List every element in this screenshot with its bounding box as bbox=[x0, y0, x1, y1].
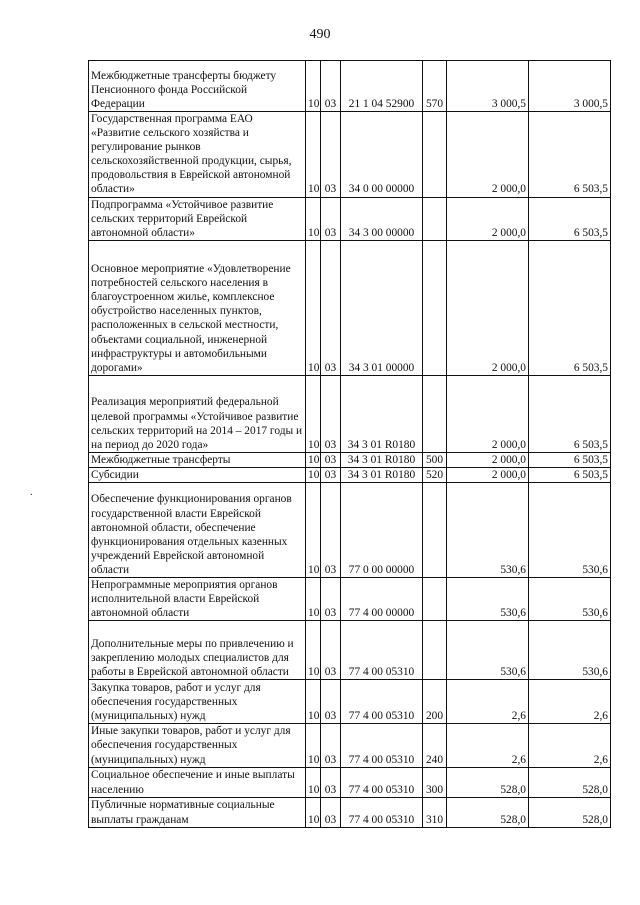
row-vr bbox=[423, 197, 447, 240]
row-vr bbox=[423, 240, 447, 375]
row-sum-1: 528,0 bbox=[447, 767, 529, 797]
row-name: Закупка товаров, работ и услуг для обеспечения государственных (муниципальных) нужд bbox=[89, 680, 306, 724]
row-rz: 10 bbox=[306, 724, 321, 767]
row-vr: 570 bbox=[423, 61, 447, 112]
row-name: Основное мероприятие «Удовлетворение потребностей сельского населения в благоустроенном жилье, комплексное обустройство населенных пунктов, расположенных в сельской местности, объектами социальной, инженерной инфраструктуры и автомобильными дорогами» bbox=[89, 240, 306, 375]
row-rz: 10 bbox=[306, 112, 321, 198]
row-vr: 500 bbox=[423, 452, 447, 467]
margin-mark: . bbox=[30, 487, 33, 498]
row-csr: 77 4 00 05310 bbox=[341, 680, 423, 724]
row-pr: 03 bbox=[321, 797, 341, 827]
row-name: Межбюджетные трансферты бюджету Пенсионного фонда Российской Федерации bbox=[89, 61, 306, 112]
table-row bbox=[89, 452, 611, 467]
row-pr: 03 bbox=[321, 375, 341, 452]
row-rz: 10 bbox=[306, 61, 321, 112]
row-sum-2: 6 503,5 bbox=[529, 240, 611, 375]
row-vr: 520 bbox=[423, 467, 447, 482]
row-csr: 34 3 00 00000 bbox=[341, 197, 423, 240]
row-sum-2: 6 503,5 bbox=[529, 112, 611, 198]
row-rz: 10 bbox=[306, 467, 321, 482]
row-sum-1: 2 000,0 bbox=[447, 452, 529, 467]
row-vr: 240 bbox=[423, 724, 447, 767]
table-row bbox=[89, 578, 611, 621]
table-row bbox=[89, 797, 611, 827]
row-sum-1: 3 000,5 bbox=[447, 61, 529, 112]
row-pr: 03 bbox=[321, 197, 341, 240]
table-row bbox=[89, 112, 611, 198]
row-sum-2: 2,6 bbox=[529, 724, 611, 767]
row-pr: 03 bbox=[321, 621, 341, 680]
row-rz: 10 bbox=[306, 621, 321, 680]
row-rz: 10 bbox=[306, 578, 321, 621]
table-row bbox=[89, 197, 611, 240]
row-csr: 34 3 01 R0180 bbox=[341, 375, 423, 452]
row-sum-1: 530,6 bbox=[447, 621, 529, 680]
row-pr: 03 bbox=[321, 240, 341, 375]
row-name: Непрограммные мероприятия органов исполнительной власти Еврейской автономной области bbox=[89, 578, 306, 621]
row-vr bbox=[423, 578, 447, 621]
row-name: Иные закупки товаров, работ и услуг для обеспечения государственных (муниципальных) нужд bbox=[89, 724, 306, 767]
row-pr: 03 bbox=[321, 467, 341, 482]
row-rz: 10 bbox=[306, 680, 321, 724]
row-name: Субсидии bbox=[89, 467, 306, 482]
table-row bbox=[89, 61, 611, 112]
row-csr: 34 3 01 R0180 bbox=[341, 467, 423, 482]
row-vr: 310 bbox=[423, 797, 447, 827]
row-csr: 77 4 00 05310 bbox=[341, 797, 423, 827]
row-vr: 200 bbox=[423, 680, 447, 724]
row-name: Государственная программа ЕАО «Развитие сельского хозяйства и регулирование рынков сельскохозяйственной продукции, сырья, продовольствия в Еврейской автономной области» bbox=[89, 112, 306, 198]
row-pr: 03 bbox=[321, 578, 341, 621]
row-sum-1: 2 000,0 bbox=[447, 375, 529, 452]
table-row bbox=[89, 767, 611, 797]
row-pr: 03 bbox=[321, 61, 341, 112]
row-vr: 300 bbox=[423, 767, 447, 797]
row-sum-2: 530,6 bbox=[529, 621, 611, 680]
row-sum-2: 528,0 bbox=[529, 797, 611, 827]
row-pr: 03 bbox=[321, 724, 341, 767]
row-name: Подпрограмма «Устойчивое развитие сельских территорий Еврейской автономной области» bbox=[89, 197, 306, 240]
row-sum-2: 528,0 bbox=[529, 767, 611, 797]
row-name: Обеспечение функционирования органов государственной власти Еврейской автономной области, обеспечение функционирования отдельных казенных учреждений Еврейской автономной области bbox=[89, 483, 306, 578]
table-row bbox=[89, 724, 611, 767]
table-row bbox=[89, 375, 611, 452]
row-sum-2: 530,6 bbox=[529, 578, 611, 621]
row-pr: 03 bbox=[321, 452, 341, 467]
row-sum-1: 528,0 bbox=[447, 797, 529, 827]
row-rz: 10 bbox=[306, 197, 321, 240]
row-rz: 10 bbox=[306, 797, 321, 827]
row-csr: 77 4 00 00000 bbox=[341, 578, 423, 621]
row-name: Социальное обеспечение и иные выплаты населению bbox=[89, 767, 306, 797]
table-row bbox=[89, 680, 611, 724]
table-row bbox=[89, 483, 611, 578]
row-sum-2: 530,6 bbox=[529, 483, 611, 578]
row-sum-1: 530,6 bbox=[447, 578, 529, 621]
row-csr: 77 4 00 05310 bbox=[341, 724, 423, 767]
row-sum-1: 2,6 bbox=[447, 680, 529, 724]
budget-table bbox=[88, 60, 611, 828]
row-csr: 34 3 01 00000 bbox=[341, 240, 423, 375]
row-csr: 34 3 01 R0180 bbox=[341, 452, 423, 467]
row-rz: 10 bbox=[306, 767, 321, 797]
row-pr: 03 bbox=[321, 112, 341, 198]
page-number: 490 bbox=[309, 27, 331, 42]
table-row bbox=[89, 240, 611, 375]
row-rz: 10 bbox=[306, 375, 321, 452]
row-pr: 03 bbox=[321, 680, 341, 724]
row-vr bbox=[423, 112, 447, 198]
table-row bbox=[89, 467, 611, 482]
row-rz: 10 bbox=[306, 452, 321, 467]
row-vr bbox=[423, 483, 447, 578]
row-name: Дополнительные меры по привлечению и закреплению молодых специалистов для работы в Еврейской автономной области bbox=[89, 621, 306, 680]
row-csr: 34 0 00 00000 bbox=[341, 112, 423, 198]
table-row bbox=[89, 621, 611, 680]
row-csr: 77 4 00 05310 bbox=[341, 767, 423, 797]
row-csr: 77 0 00 00000 bbox=[341, 483, 423, 578]
row-rz: 10 bbox=[306, 483, 321, 578]
row-sum-2: 6 503,5 bbox=[529, 467, 611, 482]
row-sum-1: 2 000,0 bbox=[447, 240, 529, 375]
row-name: Межбюджетные трансферты bbox=[89, 452, 306, 467]
row-vr bbox=[423, 375, 447, 452]
row-sum-2: 6 503,5 bbox=[529, 452, 611, 467]
row-name: Реализация мероприятий федеральной целевой программы «Устойчивое развитие сельских территорий на 2014 – 2017 годы и на период до 2020 года» bbox=[89, 375, 306, 452]
row-pr: 03 bbox=[321, 483, 341, 578]
row-csr: 21 1 04 52900 bbox=[341, 61, 423, 112]
row-rz: 10 bbox=[306, 240, 321, 375]
row-sum-2: 2,6 bbox=[529, 680, 611, 724]
row-vr bbox=[423, 621, 447, 680]
row-pr: 03 bbox=[321, 767, 341, 797]
row-name: Публичные нормативные социальные выплаты гражданам bbox=[89, 797, 306, 827]
row-sum-1: 2,6 bbox=[447, 724, 529, 767]
row-sum-2: 6 503,5 bbox=[529, 375, 611, 452]
row-sum-1: 2 000,0 bbox=[447, 467, 529, 482]
row-sum-2: 3 000,5 bbox=[529, 61, 611, 112]
row-sum-1: 2 000,0 bbox=[447, 112, 529, 198]
row-sum-1: 530,6 bbox=[447, 483, 529, 578]
row-csr: 77 4 00 05310 bbox=[341, 621, 423, 680]
row-sum-1: 2 000,0 bbox=[447, 197, 529, 240]
row-sum-2: 6 503,5 bbox=[529, 197, 611, 240]
